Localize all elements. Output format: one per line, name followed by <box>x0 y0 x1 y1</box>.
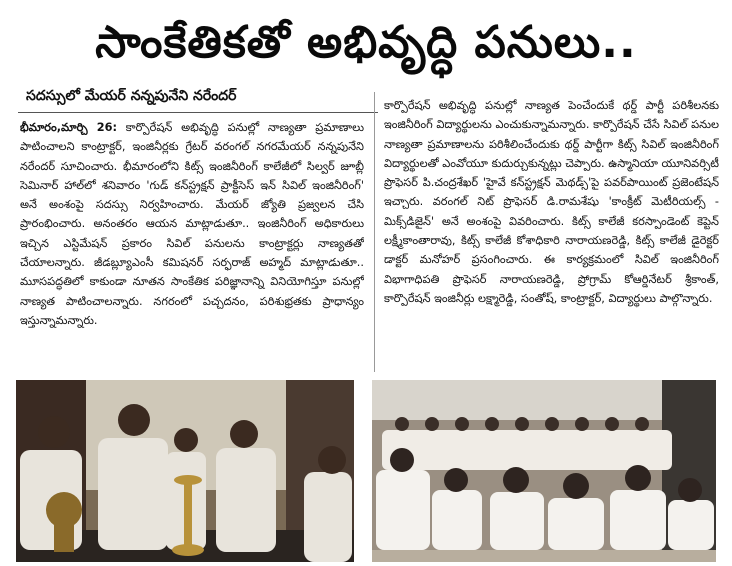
lamp-lighting-photo <box>16 380 354 562</box>
dateline: భీమారం,మార్చి 26: <box>20 121 118 134</box>
article-body-right: కార్పొరేషన్ అభివృద్ధి పనుల్లో నాణ్యత పెంచేందుకే థర్డ్ పార్టీ పరిశీలనకు ఇంజినీరింగ్ విద్యార్థులను ఎంచుకున్నామన్నారు. కార్పొరేషన్ చేసే సివిల్ పనుల నాణ్యతా ప్రమాణాలను పరిశీలించేందుకు థర్డ్ పార్టీగా కిట్స్ సివిల్ ఇంజినీరింగ్ విద్యార్థులతో ఎంవోయూ కుదుర్చుకున్నట్లు చెప్పారు. ఉస్మానియా యూనివర్సిటీ ప్రొఫెసర్ పి.చంద్రశేఖర్ 'హైవే కన్‌స్ట్రక్షన్ మెథడ్స్'పై పవర్‌పాయింట్ ప్రజెంటేషన్ ఇచ్చారు. వరంగల్ నిట్ ప్రొఫెసర్ డి.రామశేషు 'కాంక్రీట్ మెటీరియల్స్ - మిక్స్‌డిజైన్' అనే అంశంపై వివరించారు. కిట్స్ కాలేజీ కరస్పాండెంట్ కెప్టెన్ లక్ష్మీకాంతారావు, కిట్స్ కాలేజీ కోశాధికారి నారాయణరెడ్డి, కిట్స్ కాలేజీ డైరెక్టర్ డాక్టర్ మనోహర్ ప్రసంగించారు. ఈ కార్యక్రమంలో సివిల్ ఇంజినీరింగ్ విభాగాధిపతి ప్రొఫెసర్ నారాయణరెడ్డి, ప్రోగ్రామ్ కోఆర్డినేటర్ శ్రీకాంత్, కార్పొరేషన్ ఇంజినీర్లు లక్ష్మారెడ్డి, సంతోష్, కాంట్రాక్టర్, విద్యార్థులు పాల్గొన్నారు. <box>384 99 719 305</box>
article-right-column <box>384 96 719 368</box>
subheadline-rule <box>18 112 378 113</box>
article-left-column <box>20 118 364 368</box>
lamp-lighting-photo-image <box>16 380 354 562</box>
column-divider <box>374 92 375 372</box>
audience-photo <box>372 380 716 562</box>
audience-photo-image <box>372 380 716 562</box>
subheadline: సదస్సులో మేయర్ నన్నపునేని నరేందర్ <box>26 88 237 104</box>
headline: సాంకేతికతో అభివృద్ధి పనులు.. <box>95 17 637 68</box>
article-body-left: కార్పొరేషన్ అభివృద్ధి పనుల్లో నాణ్యతా ప్రమాణాలు పాటించాలని కాంట్రాక్టర్, ఇంజినీర్లకు గ్రేటర్ వరంగల్ నగరమేయర్ నన్నపునేని నరేందర్ సూచించారు. భీమారంలోని కిట్స్ ఇంజినీరింగ్ కాలేజీలో సిల్వర్ జూబ్లీ సెమినార్ హాల్‌లో శనివారం 'గుడ్ కన్‌స్ట్రక్షన్ ప్రాక్టీసెస్ ఇన్ సివిల్ ఇంజినీరింగ్' అనే అంశంపై సదస్సు నిర్వహించారు. మేయర్ జ్యోతి ప్రజ్వలన చేసి ప్రారంభించారు. అనంతరం ఆయన మాట్లాడుతూ.. ఇంజినీరింగ్ అధికారులు ఇచ్చిన ఎస్టిమేషన్ ప్రకారం సివిల్ పనులను కాంట్రాక్టర్లు నాణ్యతతో చేయాలన్నారు. జీడబ్ల్యూఎంసీ కమిషనర్ సర్ఫరాజ్ అహ్మద్ మాట్లాడుతూ.. మూసపద్ధతిలో కాకుండా నూతన సాంకేతిక పరిజ్ఞానాన్ని వినియోగిస్తూ పనుల్లో నాణ్యత పాటించాలన్నారు. నగరంలో పచ్చదనం, పరిశుభ్రతకు ప్రాధాన్యం ఇస్తున్నామన్నారు. <box>20 121 364 327</box>
